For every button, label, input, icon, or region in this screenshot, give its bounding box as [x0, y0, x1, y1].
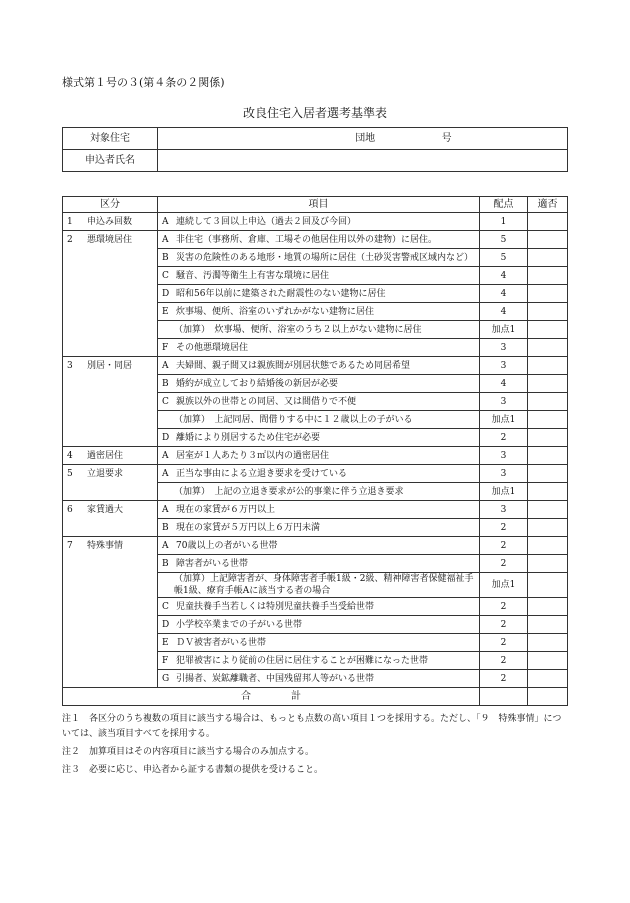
- item-code: A: [162, 468, 169, 479]
- item-code: D: [162, 288, 170, 299]
- category-number: 2: [67, 234, 73, 245]
- total-points-cell[interactable]: [480, 688, 528, 706]
- item-cell: [158, 555, 480, 573]
- category-cell: [63, 321, 158, 339]
- item-code: A: [162, 234, 169, 245]
- category-cell: [63, 670, 158, 688]
- category-cell: [63, 375, 158, 393]
- points-cell: 2: [480, 670, 528, 688]
- item-cell: [158, 652, 480, 670]
- category-number: 5: [67, 468, 73, 479]
- points-cell: 加点1: [480, 321, 528, 339]
- points-cell: 4: [480, 267, 528, 285]
- category-cell: [63, 483, 158, 501]
- item-text: その他悪環境居住: [176, 342, 249, 353]
- form-number: 様式第１号の３(第４条の２関係): [62, 76, 225, 89]
- item-cell: [158, 616, 480, 634]
- fit-checkbox-cell[interactable]: [528, 501, 568, 519]
- points-cell: 4: [480, 285, 528, 303]
- fit-checkbox-cell[interactable]: [528, 303, 568, 321]
- points-cell: 2: [480, 519, 528, 537]
- fit-checkbox-cell[interactable]: [528, 285, 568, 303]
- item-text: 居室が１人あたり３㎡以内の過密居住: [176, 450, 330, 461]
- header-category: 区分: [63, 197, 158, 213]
- item-text: 現在の家賃が６万円以上: [176, 504, 276, 515]
- category-cell: [63, 616, 158, 634]
- item-code: C: [162, 601, 169, 612]
- table-row: [63, 357, 568, 375]
- fit-checkbox-cell[interactable]: [528, 519, 568, 537]
- category-cell: [63, 519, 158, 537]
- item-text: 引揚者、炭鉱離職者、中国残留邦人等がいる世帯: [176, 673, 375, 684]
- document-title: 改良住宅入居者選考基準表: [242, 106, 387, 120]
- category-cell: [63, 573, 158, 598]
- category-cell: [63, 429, 158, 447]
- item-code: B: [162, 378, 169, 389]
- points-cell: 5: [480, 231, 528, 249]
- item-text: （加算） 炊事場、便所、浴室のうち２以上がない建物に居住: [174, 324, 422, 335]
- table-row: [63, 555, 568, 573]
- category-cell: [63, 267, 158, 285]
- item-cell: [158, 447, 480, 465]
- criteria-table: [62, 196, 568, 706]
- fit-checkbox-cell[interactable]: [528, 465, 568, 483]
- points-cell: 加点1: [480, 483, 528, 501]
- category-number: 7: [67, 540, 73, 551]
- table-row: [63, 375, 568, 393]
- item-text: 正当な事由による立退き要求を受けている: [176, 468, 348, 479]
- item-code: F: [162, 655, 169, 666]
- fit-checkbox-cell[interactable]: [528, 411, 568, 429]
- target-housing-label: 対象住宅: [63, 128, 158, 150]
- item-code: E: [162, 637, 169, 648]
- item-code: A: [162, 540, 169, 551]
- category-cell: [63, 339, 158, 357]
- table-row: [63, 339, 568, 357]
- table-row: [63, 501, 568, 519]
- item-text: 児童扶養手当若しくは特別児童扶養手当受給世帯: [176, 601, 375, 612]
- total-label: 合 計: [63, 688, 480, 706]
- item-text: 連続して３回以上申込（過去２回及び今回）: [176, 216, 357, 227]
- table-row: [63, 267, 568, 285]
- points-cell: 2: [480, 616, 528, 634]
- item-text: （加算） 上記の立退き要求が公的事業に伴う立退き要求: [174, 486, 404, 497]
- table-row: [63, 634, 568, 652]
- total-fit-cell: [528, 688, 568, 706]
- category-cell: [63, 652, 158, 670]
- points-cell: 5: [480, 249, 528, 267]
- points-cell: 2: [480, 555, 528, 573]
- category-number: 3: [67, 360, 73, 371]
- fit-checkbox-cell[interactable]: [528, 555, 568, 573]
- item-cell: [158, 501, 480, 519]
- table-row: [63, 249, 568, 267]
- fit-checkbox-cell[interactable]: [528, 375, 568, 393]
- item-text: （加算）上記障害者が、身体障害者手帳1級・2級、精神障害者保健福祉手帳1級、療育手帳Aに該当する者の場合: [174, 574, 474, 596]
- target-housing-field[interactable]: [158, 128, 568, 150]
- points-cell: 2: [480, 652, 528, 670]
- item-code: A: [162, 504, 169, 515]
- item-text: 小学校卒業までの子がいる世帯: [176, 619, 303, 630]
- applicant-name-field[interactable]: [158, 150, 568, 172]
- category-name: 悪環境居住: [87, 234, 133, 245]
- item-cell: [158, 339, 480, 357]
- table-row: [63, 231, 568, 249]
- table-row: [63, 321, 568, 339]
- unit-number-label: 号: [441, 132, 452, 144]
- fit-checkbox-cell[interactable]: [528, 598, 568, 616]
- item-cell: [158, 483, 480, 501]
- category-name: 別居・同居: [87, 360, 133, 371]
- fit-checkbox-cell[interactable]: [528, 652, 568, 670]
- item-text: 離婚により別居するため住宅が必要: [176, 432, 321, 443]
- item-text: ＤＶ被害者がいる世帯: [176, 637, 267, 648]
- table-row: [63, 519, 568, 537]
- category-number: 6: [67, 504, 73, 515]
- category-number: 4: [67, 450, 73, 461]
- item-cell: [158, 375, 480, 393]
- item-cell: [158, 465, 480, 483]
- item-text: 婚約が成立しており結婚後の新居が必要: [176, 378, 339, 389]
- fit-checkbox-cell[interactable]: [528, 670, 568, 688]
- points-cell: 2: [480, 429, 528, 447]
- applicant-name-label: 申込者氏名: [63, 150, 158, 172]
- category-cell: [63, 249, 158, 267]
- item-text: 災害の危険性のある地形・地質の場所に居住（土砂災害警戒区域内など）: [176, 252, 474, 263]
- category-name: 過密居住: [87, 450, 124, 461]
- complex-label: 団地: [355, 132, 376, 144]
- points-cell: 4: [480, 303, 528, 321]
- points-cell: 3: [480, 393, 528, 411]
- item-cell: [158, 303, 480, 321]
- category-cell: [63, 393, 158, 411]
- category-cell: [63, 634, 158, 652]
- table-row: [63, 670, 568, 688]
- fit-checkbox-cell[interactable]: [528, 634, 568, 652]
- item-text: （加算） 上記同居、間借りする中に１２歳以上の子がいる: [174, 414, 413, 425]
- category-name: 家賃過大: [87, 504, 124, 515]
- item-text: 騒音、汚濁等衛生上有害な環境に居住: [176, 270, 330, 281]
- table-row: [63, 598, 568, 616]
- item-code: C: [162, 396, 169, 407]
- table-row: [63, 213, 568, 231]
- item-text: 昭和56年以前に建築された耐震性のない建物に居住: [176, 288, 386, 299]
- item-cell: [158, 213, 480, 231]
- category-cell: [63, 285, 158, 303]
- item-code: B: [162, 558, 169, 569]
- item-cell: [158, 285, 480, 303]
- fit-checkbox-cell[interactable]: [528, 231, 568, 249]
- fit-checkbox-cell[interactable]: [528, 339, 568, 357]
- applicant-info-table: [62, 127, 568, 172]
- category-cell: [63, 231, 158, 249]
- category-cell: [63, 447, 158, 465]
- fit-checkbox-cell[interactable]: [528, 213, 568, 231]
- item-text: 障害者がいる世帯: [176, 558, 249, 569]
- item-cell: [158, 231, 480, 249]
- item-code: A: [162, 216, 169, 227]
- item-cell: [158, 267, 480, 285]
- fit-checkbox-cell[interactable]: [528, 573, 568, 598]
- item-cell: [158, 519, 480, 537]
- points-cell: 加点1: [480, 411, 528, 429]
- item-code: D: [162, 432, 170, 443]
- points-cell: 3: [480, 465, 528, 483]
- item-cell: [158, 321, 480, 339]
- category-name: 特殊事情: [87, 540, 124, 551]
- points-cell: 3: [480, 339, 528, 357]
- points-cell: 加点1: [480, 573, 528, 598]
- item-cell: [158, 411, 480, 429]
- item-cell: [158, 598, 480, 616]
- points-cell: 2: [480, 634, 528, 652]
- header-points: 配点: [480, 197, 528, 213]
- fit-checkbox-cell[interactable]: [528, 321, 568, 339]
- item-code: E: [162, 306, 169, 317]
- fit-checkbox-cell[interactable]: [528, 249, 568, 267]
- item-cell: [158, 429, 480, 447]
- category-cell: [63, 303, 158, 321]
- category-cell: [63, 501, 158, 519]
- table-row: [63, 573, 568, 598]
- category-cell: [63, 213, 158, 231]
- item-cell: [158, 537, 480, 555]
- fit-checkbox-cell[interactable]: [528, 393, 568, 411]
- fit-checkbox-cell[interactable]: [528, 537, 568, 555]
- item-text: 犯罪被害により従前の住居に居住することが困難になった世帯: [176, 655, 429, 666]
- item-code: B: [162, 522, 169, 533]
- fit-checkbox-cell[interactable]: [528, 357, 568, 375]
- item-code: B: [162, 252, 169, 263]
- category-name: 申込み回数: [87, 216, 133, 227]
- item-cell: [158, 634, 480, 652]
- item-code: F: [162, 342, 169, 353]
- item-text: 非住宅（事務所、倉庫、工場その他居住用以外の建物）に居住。: [176, 234, 438, 245]
- table-row: [63, 303, 568, 321]
- table-row: [63, 616, 568, 634]
- table-row: [63, 537, 568, 555]
- table-row: [63, 285, 568, 303]
- table-row: [63, 411, 568, 429]
- item-text: 夫婦間、親子間又は親族間が別居状態であるため同居希望: [176, 360, 411, 371]
- category-cell: [63, 357, 158, 375]
- header-item: 項目: [158, 197, 480, 213]
- points-cell: 3: [480, 447, 528, 465]
- points-cell: 3: [480, 501, 528, 519]
- item-text: 親族以外の世帯との同居、又は間借りで不便: [176, 396, 357, 407]
- fit-checkbox-cell[interactable]: [528, 483, 568, 501]
- item-text: 70歳以上の者がいる世帯: [176, 540, 278, 551]
- item-cell: [158, 249, 480, 267]
- item-code: D: [162, 619, 170, 630]
- item-code: A: [162, 360, 169, 371]
- note-3: 注３ 必要に応じ、申込者から証する書類の提供を受けること。: [62, 765, 324, 775]
- note-1: 注１ 各区分のうち複数の項目に該当する場合は、もっとも点数の高い項目１つを採用する。ただし、「９ 特殊事情」については、該当項目すべてを採用する。: [62, 714, 562, 739]
- header-fit: 適否: [528, 197, 568, 213]
- points-cell: 3: [480, 357, 528, 375]
- category-number: 1: [67, 216, 73, 227]
- table-row: [63, 393, 568, 411]
- category-cell: [63, 598, 158, 616]
- fit-checkbox-cell[interactable]: [528, 267, 568, 285]
- points-cell: 2: [480, 598, 528, 616]
- table-row: [63, 447, 568, 465]
- item-code: C: [162, 270, 169, 281]
- item-text: 炊事場、便所、浴室のいずれかがない建物に居住: [176, 306, 375, 317]
- notes: [62, 712, 568, 781]
- item-code: G: [162, 673, 170, 684]
- points-cell: 4: [480, 375, 528, 393]
- category-cell: [63, 465, 158, 483]
- item-code: A: [162, 450, 169, 461]
- table-row: [63, 652, 568, 670]
- table-row: [63, 429, 568, 447]
- category-cell: [63, 411, 158, 429]
- item-cell: [158, 573, 480, 598]
- category-cell: [63, 555, 158, 573]
- table-row: [63, 483, 568, 501]
- item-cell: [158, 393, 480, 411]
- category-cell: [63, 537, 158, 555]
- table-row: [63, 465, 568, 483]
- item-cell: [158, 670, 480, 688]
- fit-checkbox-cell[interactable]: [528, 429, 568, 447]
- points-cell: 2: [480, 537, 528, 555]
- item-cell: [158, 357, 480, 375]
- fit-checkbox-cell[interactable]: [528, 447, 568, 465]
- note-2: 注２ 加算項目はその内容項目に該当する場合のみ加点する。: [62, 747, 315, 757]
- fit-checkbox-cell[interactable]: [528, 616, 568, 634]
- category-name: 立退要求: [87, 468, 124, 479]
- item-text: 現在の家賃が５万円以上６万円未満: [176, 522, 321, 533]
- points-cell: 1: [480, 213, 528, 231]
